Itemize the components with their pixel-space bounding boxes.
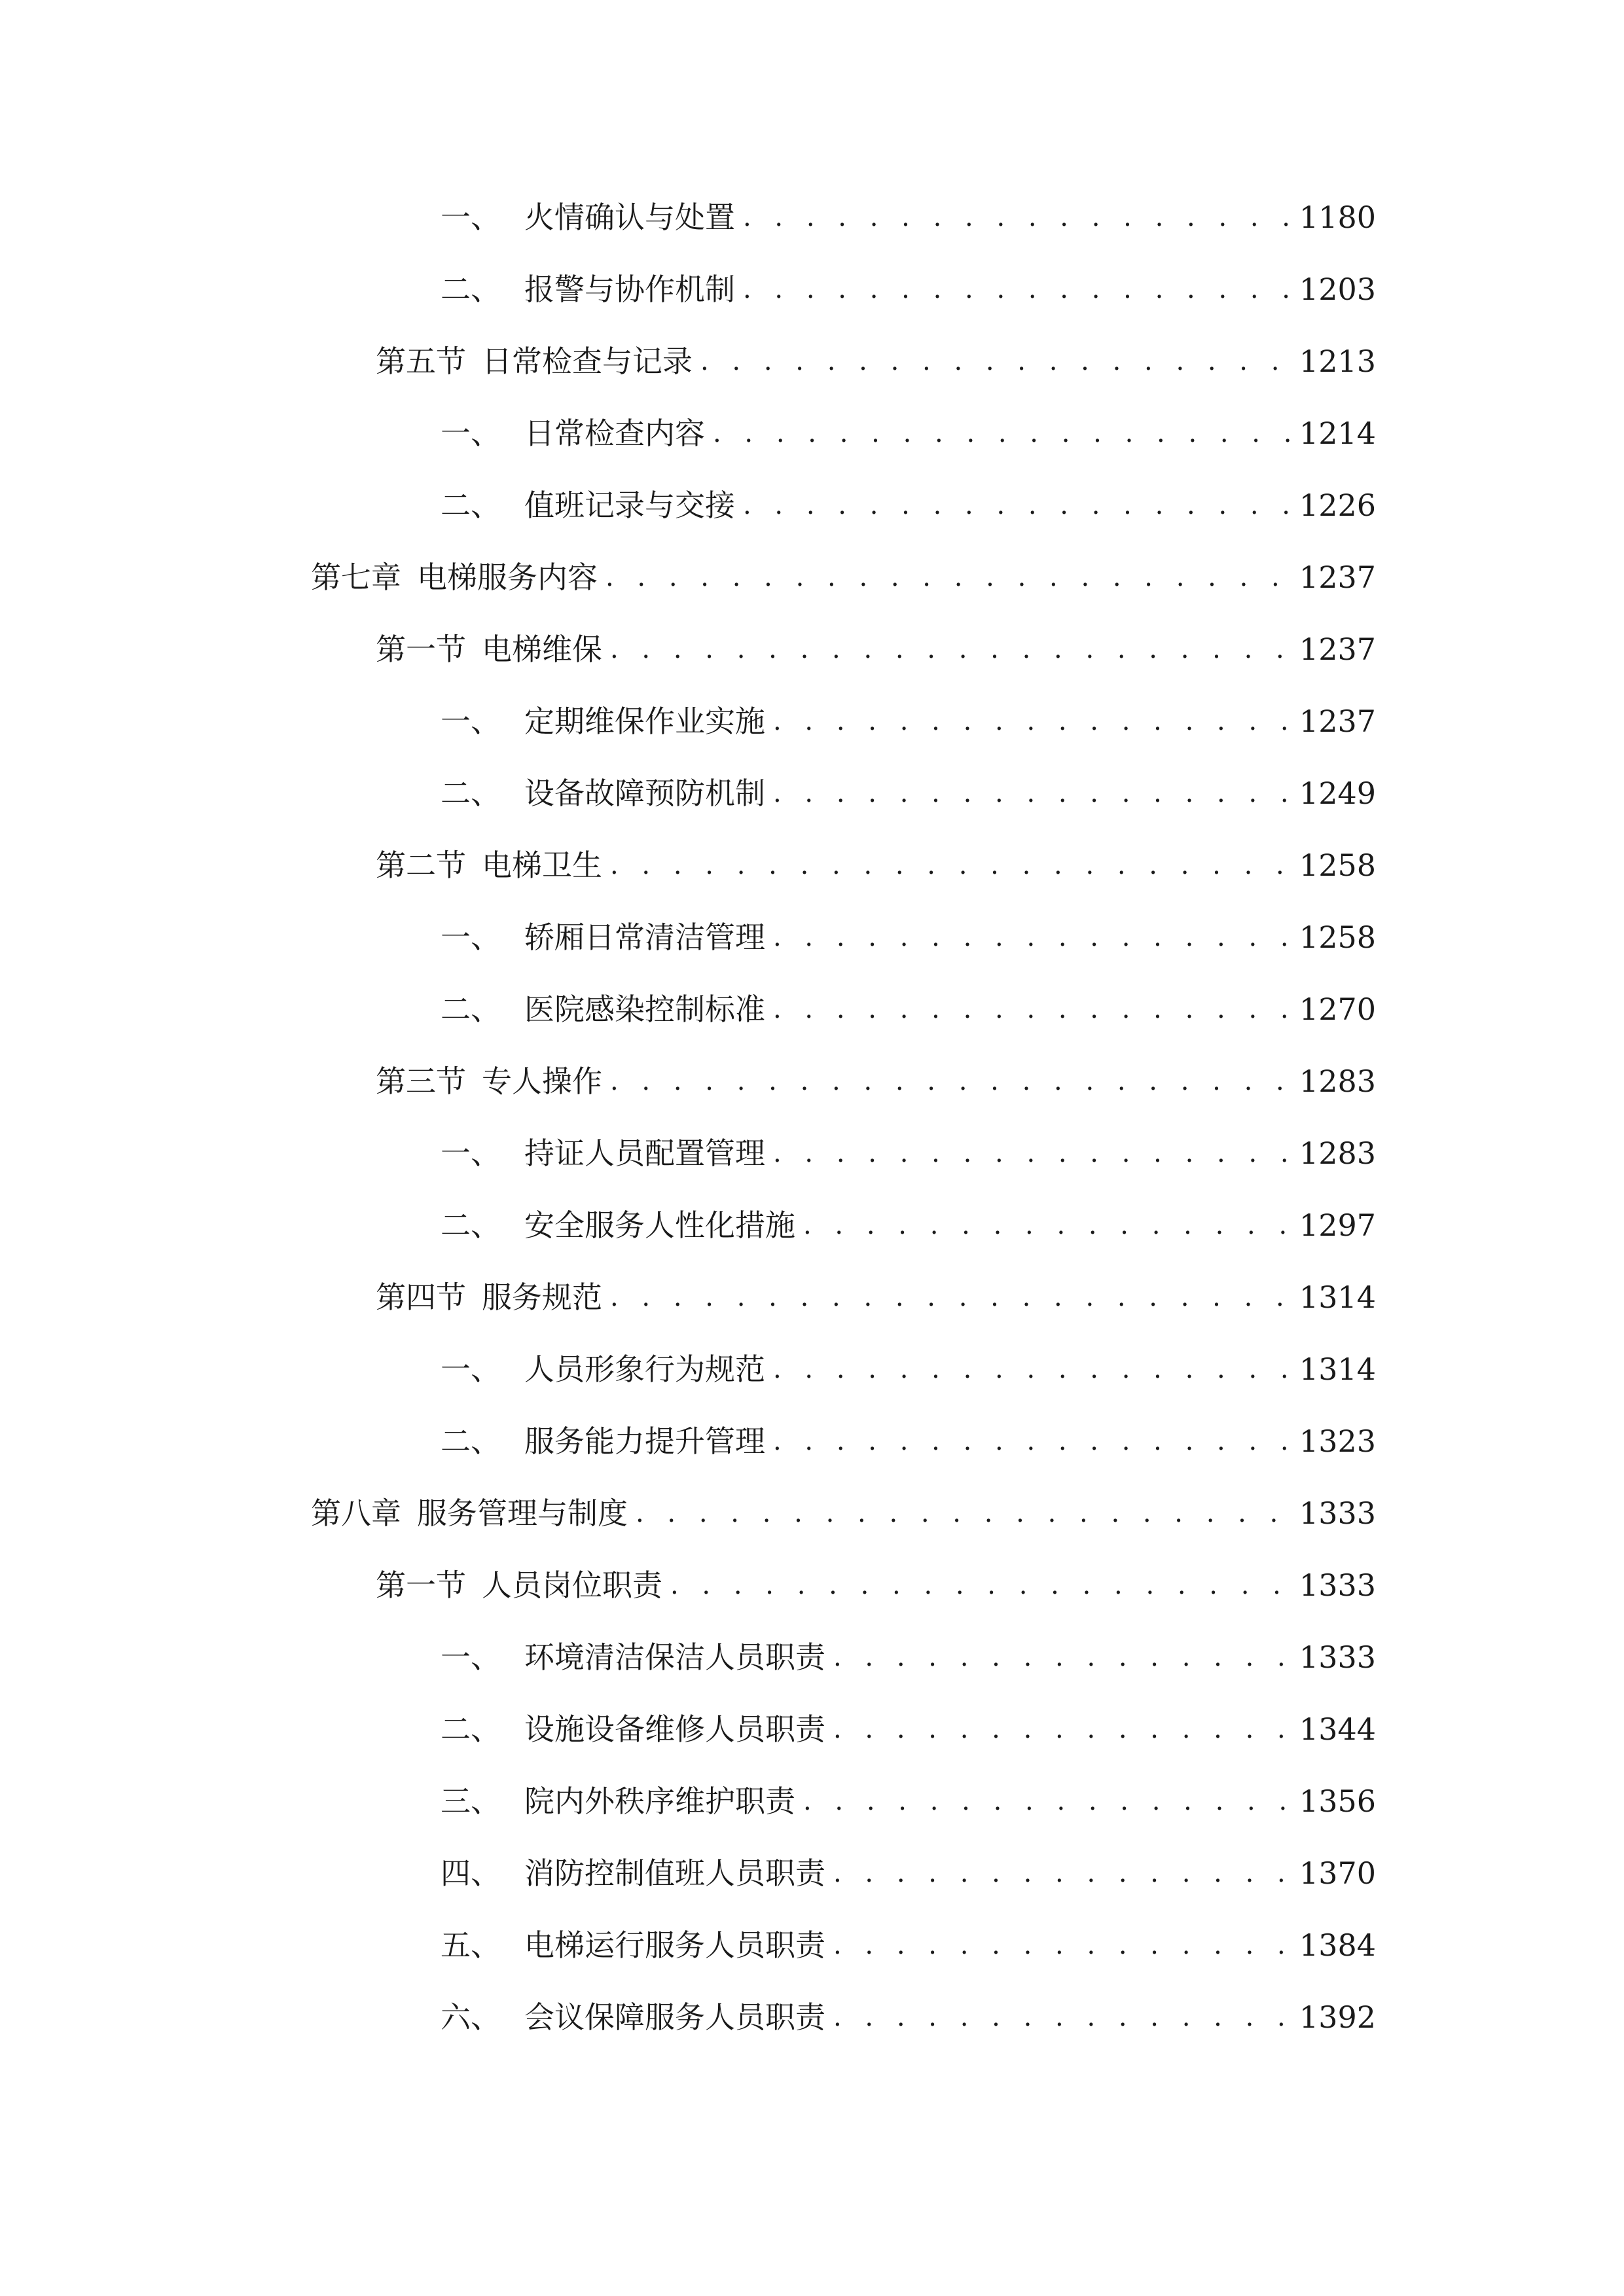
entry-title: 医院感染控制标准 [524, 992, 765, 1027]
entry-title: 轿厢日常清洁管理 [524, 920, 765, 955]
entry-page-number: 1283 [1299, 1064, 1376, 1099]
entry-page-number: 1333 [1299, 1640, 1376, 1675]
dot-leader [636, 1490, 1293, 1537]
entry-number: 二、 [441, 776, 501, 811]
entry-title: 电梯服务内容 [417, 560, 598, 595]
entry-number: 第四节 [376, 1280, 466, 1315]
entry-title: 火情确认与处置 [524, 200, 735, 235]
dot-leader [773, 986, 1293, 1033]
entry-number: 二、 [441, 992, 501, 1027]
entry-title: 服务能力提升管理 [524, 1424, 765, 1459]
dot-leader [610, 626, 1293, 673]
dot-leader [833, 1994, 1293, 2041]
entry-title: 人员岗位职责 [482, 1568, 662, 1603]
entry-page-number: 1180 [1299, 200, 1376, 235]
toc-entry[interactable] [441, 482, 1376, 529]
entry-number: 一、 [441, 1352, 501, 1387]
entry-number: 二、 [441, 488, 501, 523]
toc-entry[interactable] [441, 1346, 1376, 1393]
entry-title: 电梯卫生 [482, 848, 602, 883]
entry-title: 报警与协作机制 [524, 272, 735, 307]
entry-title: 会议保障服务人员职责 [524, 2000, 825, 2035]
toc-entry[interactable] [441, 1130, 1376, 1177]
dot-leader [700, 338, 1293, 385]
toc-entry[interactable] [376, 1058, 1376, 1105]
entry-title: 院内外秩序维护职责 [524, 1784, 795, 1819]
dot-leader [713, 410, 1293, 457]
dot-leader [773, 914, 1293, 961]
entry-page-number: 1258 [1299, 848, 1376, 883]
toc-entry[interactable] [376, 842, 1376, 889]
toc-entry[interactable] [441, 1634, 1376, 1681]
entry-title: 日常检查内容 [524, 416, 705, 451]
entry-number: 第一节 [376, 1568, 466, 1603]
entry-page-number: 1323 [1299, 1424, 1376, 1459]
entry-title: 人员形象行为规范 [524, 1352, 765, 1387]
entry-page-number: 1283 [1299, 1136, 1376, 1171]
entry-number: 二、 [441, 1208, 501, 1243]
entry-number: 二、 [441, 1712, 501, 1747]
toc-entry[interactable] [376, 1562, 1376, 1609]
dot-leader [773, 770, 1293, 817]
entry-number: 第七章 [311, 560, 401, 595]
entry-page-number: 1237 [1299, 632, 1376, 667]
toc-entry[interactable] [441, 1202, 1376, 1249]
entry-page-number: 1333 [1299, 1496, 1376, 1531]
toc-entry[interactable] [441, 698, 1376, 745]
entry-number: 一、 [441, 416, 501, 451]
entry-title: 安全服务人性化措施 [524, 1208, 795, 1243]
dot-leader [833, 1922, 1293, 1969]
toc-entry[interactable] [441, 266, 1376, 313]
entry-title: 专人操作 [482, 1064, 602, 1099]
dot-leader [605, 554, 1293, 601]
entry-page-number: 1213 [1299, 344, 1376, 379]
dot-leader [773, 1346, 1293, 1393]
entry-page-number: 1333 [1299, 1568, 1376, 1603]
entry-page-number: 1270 [1299, 992, 1376, 1027]
entry-page-number: 1370 [1299, 1856, 1376, 1891]
entry-title: 值班记录与交接 [524, 488, 735, 523]
entry-title: 消防控制值班人员职责 [524, 1856, 825, 1891]
entry-number: 第八章 [311, 1496, 401, 1531]
dot-leader [803, 1778, 1293, 1825]
entry-title: 环境清洁保洁人员职责 [524, 1640, 825, 1675]
entry-page-number: 1314 [1299, 1352, 1376, 1387]
dot-leader [773, 1418, 1293, 1465]
entry-title: 设备故障预防机制 [524, 776, 765, 811]
entry-title: 电梯运行服务人员职责 [524, 1928, 825, 1963]
entry-title: 电梯维保 [482, 632, 602, 667]
entry-page-number: 1237 [1299, 704, 1376, 739]
dot-leader [773, 698, 1293, 745]
toc-entry[interactable] [376, 626, 1376, 673]
dot-leader [743, 266, 1293, 313]
entry-page-number: 1226 [1299, 488, 1376, 523]
dot-leader [743, 482, 1293, 529]
entry-page-number: 1203 [1299, 272, 1376, 307]
toc-entry[interactable] [441, 410, 1376, 457]
dot-leader [803, 1202, 1293, 1249]
entry-number: 一、 [441, 1640, 501, 1675]
entry-page-number: 1314 [1299, 1280, 1376, 1315]
toc-entry[interactable] [311, 554, 1376, 601]
toc-entry[interactable] [441, 1922, 1376, 1969]
toc-entry[interactable] [441, 1706, 1376, 1753]
entry-number: 第二节 [376, 848, 466, 883]
dot-leader [610, 1058, 1293, 1105]
entry-number: 二、 [441, 1424, 501, 1459]
entry-title: 日常检查与记录 [482, 344, 693, 379]
entry-number: 四、 [441, 1856, 501, 1891]
entry-page-number: 1384 [1299, 1928, 1376, 1963]
dot-leader [743, 194, 1293, 241]
entry-number: 一、 [441, 1136, 501, 1171]
entry-number: 三、 [441, 1784, 501, 1819]
entry-page-number: 1392 [1299, 2000, 1376, 2035]
entry-title: 持证人员配置管理 [524, 1136, 765, 1171]
toc-entry[interactable] [441, 914, 1376, 961]
entry-number: 一、 [441, 200, 501, 235]
toc-entry[interactable] [441, 194, 1376, 241]
dot-leader [833, 1850, 1293, 1897]
entry-title: 服务规范 [482, 1280, 602, 1315]
toc-entry[interactable] [441, 770, 1376, 817]
entry-page-number: 1258 [1299, 920, 1376, 955]
entry-number: 第五节 [376, 344, 466, 379]
dot-leader [670, 1562, 1293, 1609]
dot-leader [610, 842, 1293, 889]
toc-entry[interactable] [441, 1778, 1376, 1825]
entry-page-number: 1356 [1299, 1784, 1376, 1819]
entry-page-number: 1249 [1299, 776, 1376, 811]
entry-title: 服务管理与制度 [417, 1496, 628, 1531]
toc-entry[interactable] [441, 1418, 1376, 1465]
dot-leader [833, 1706, 1293, 1753]
entry-number: 一、 [441, 704, 501, 739]
entry-page-number: 1237 [1299, 560, 1376, 595]
entry-number: 五、 [441, 1928, 501, 1963]
entry-title: 定期维保作业实施 [524, 704, 765, 739]
toc-entry[interactable] [441, 1850, 1376, 1897]
entry-number: 第三节 [376, 1064, 466, 1099]
toc-entry[interactable] [441, 1994, 1376, 2041]
entry-number: 第一节 [376, 632, 466, 667]
entry-number: 六、 [441, 2000, 501, 2035]
entry-page-number: 1344 [1299, 1712, 1376, 1747]
dot-leader [833, 1634, 1293, 1681]
toc-entry[interactable] [376, 338, 1376, 385]
dot-leader [610, 1274, 1293, 1321]
toc-entry[interactable] [311, 1490, 1376, 1537]
toc-entry[interactable] [376, 1274, 1376, 1321]
entry-page-number: 1214 [1299, 416, 1376, 451]
entry-page-number: 1297 [1299, 1208, 1376, 1243]
entry-title: 设施设备维修人员职责 [524, 1712, 825, 1747]
entry-number: 二、 [441, 272, 501, 307]
toc-entry[interactable] [441, 986, 1376, 1033]
dot-leader [773, 1130, 1293, 1177]
entry-number: 一、 [441, 920, 501, 955]
